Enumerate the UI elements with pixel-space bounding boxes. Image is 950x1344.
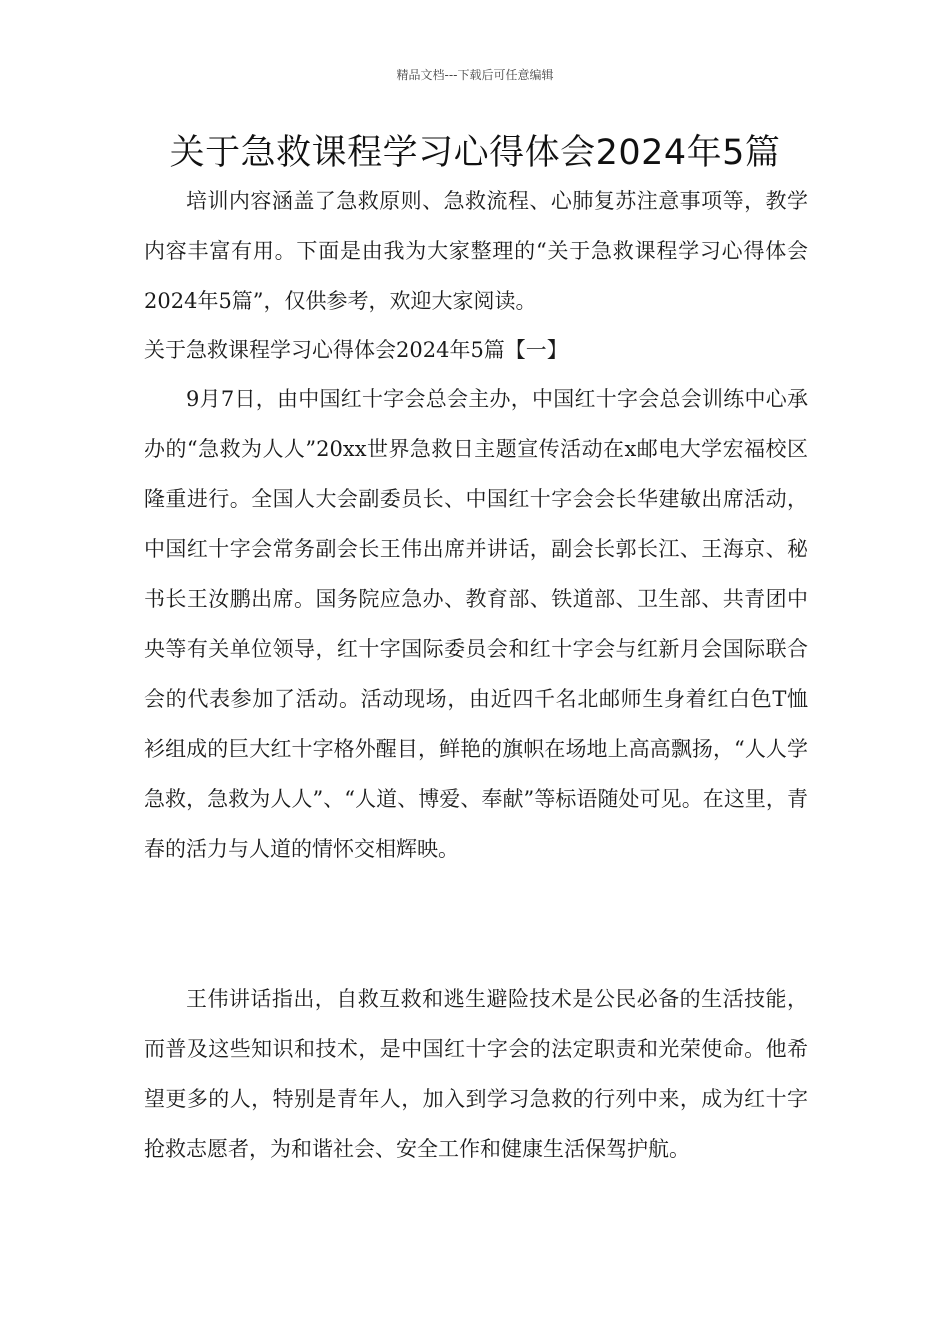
section-heading: 关于急救课程学习心得体会2024年5篇【一】 [144,338,568,362]
header-note: 精品文档---下载后可任意编辑 [396,68,554,82]
body-paragraph-2: 王伟讲话指出，自救互救和逃生避险技术是公民必备的生活技能，而普及这些知识和技术，是中国红十字会的法定职责和光荣使命。他希望更多的人，特别是青年人，加入到学习急救的行列中来，成为红十字抢救志愿者，为和谐社会、安全工作和健康生活保驾护航。 [144,987,808,1161]
document-title: 关于急救课程学习心得体会2024年5篇 [169,133,781,173]
intro-paragraph: 培训内容涵盖了急救原则、急救流程、心肺复苏注意事项等，教学内容丰富有用。下面是由我为大家整理的“关于急救课程学习心得体会2024年5篇”，仅供参考，欢迎大家阅读。 [144,189,808,313]
body-paragraph-1: 9月7日，由中国红十字会总会主办，中国红十字会总会训练中心承办的“急救为人人”20xx世界急救日主题宣传活动在x邮电大学宏福校区隆重进行。全国人大会副委员长、中国红十字会会长华建敏出席活动，中国红十字会常务副会长王伟出席并讲话，副会长郭长江、王海京、秘书长王汝鹏出席。国务院应急办、教育部、铁道部、卫生部、共青团中央等有关单位领导，红十字国际委员会和红十字会与红新月会国际联合会的代表参加了活动。活动现场，由近四千名北邮师生身着红白色T恤衫组成的巨大红十字格外醒目，鲜艳的旗帜在场地上高高飘扬，“人人学急救，急救为人人”、“人道、博爱、奉献”等标语随处可见。在这里，青春的活力与人道的情怀交相辉映。 [144,387,808,861]
